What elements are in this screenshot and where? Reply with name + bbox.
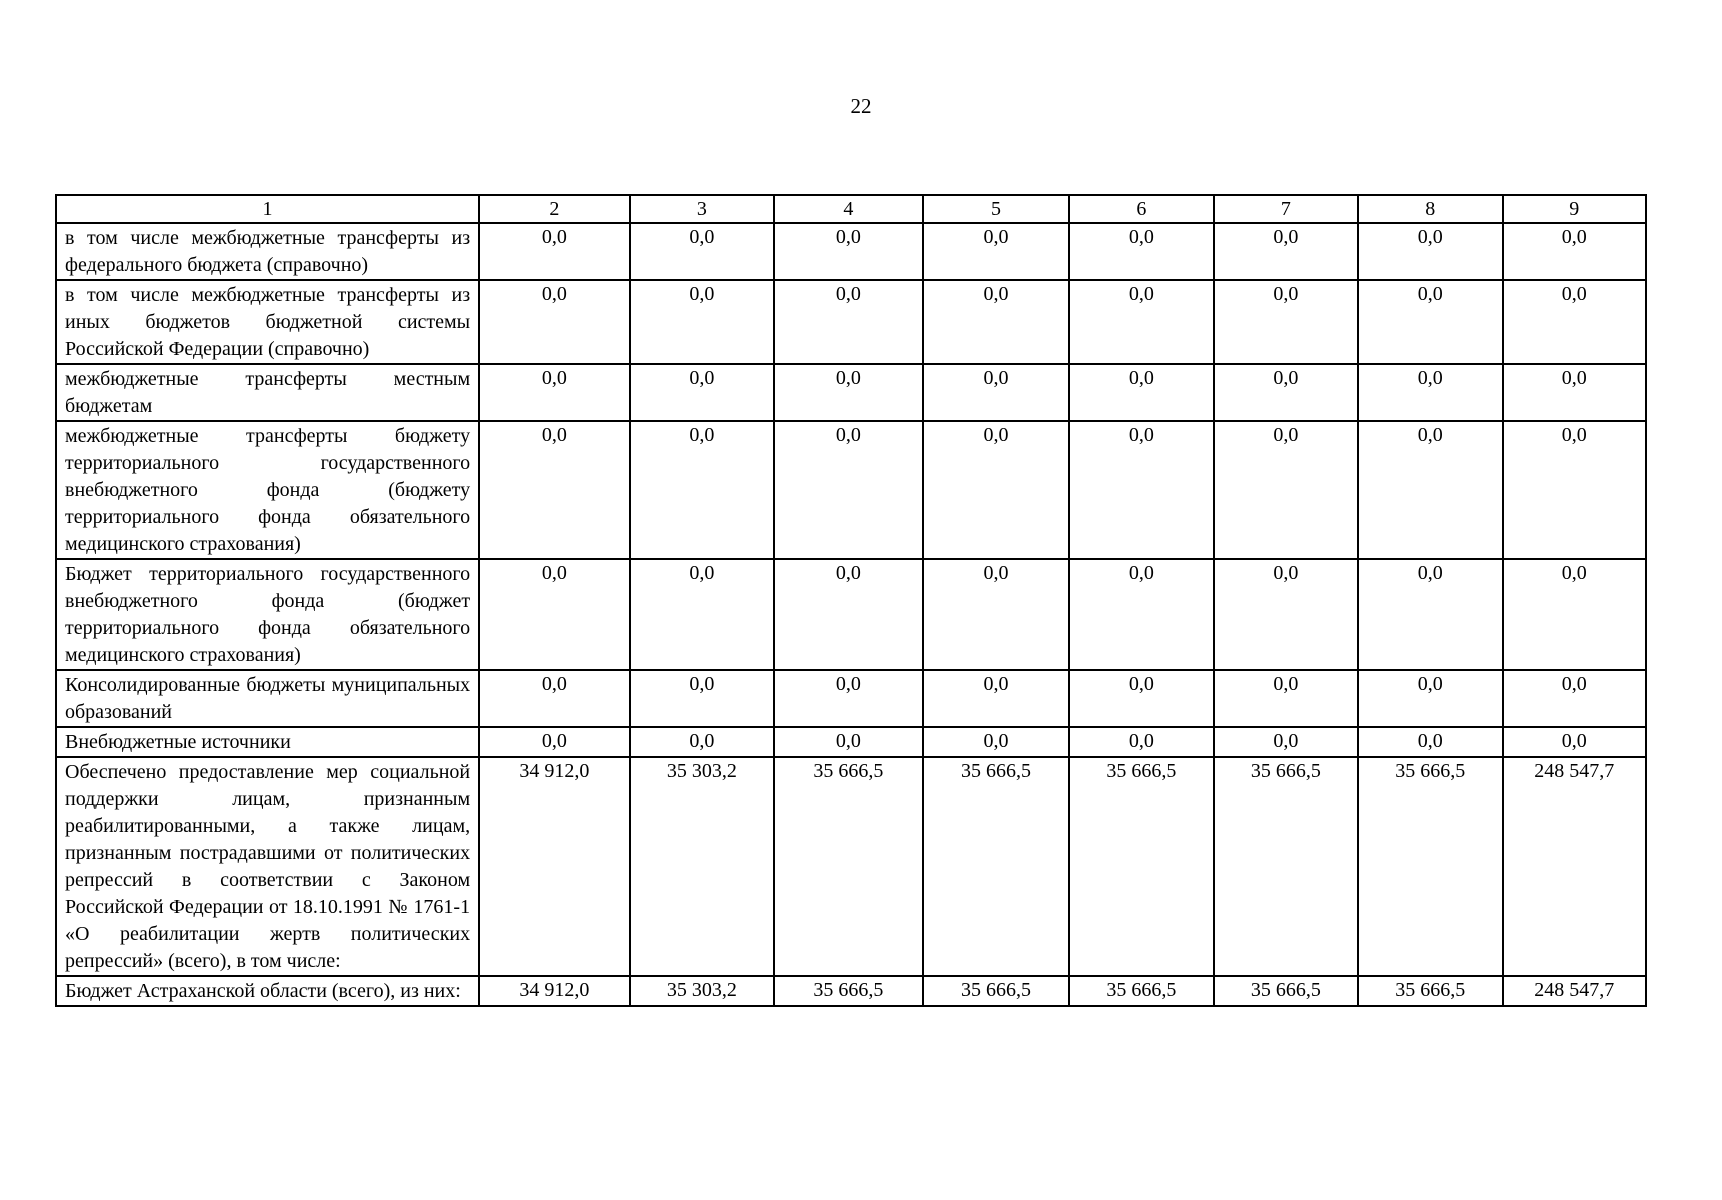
table-cell-value: 0,0 bbox=[630, 421, 774, 559]
row-label: межбюджетные трансферты бюджету территориального государственного внебюджетного фонда (бюджету территориального фонда обязательного медицинского страхования) bbox=[56, 421, 479, 559]
table-header-row bbox=[56, 195, 1646, 223]
table-cell-value: 0,0 bbox=[1503, 421, 1647, 559]
table-cell-value: 35 303,2 bbox=[630, 976, 774, 1006]
table-cell-value: 0,0 bbox=[479, 421, 630, 559]
table-cell-value: 0,0 bbox=[1214, 280, 1358, 364]
table-cell-value: 0,0 bbox=[1069, 280, 1213, 364]
row-label: в том числе межбюджетные трансферты из федерального бюджета (справочно) bbox=[56, 223, 479, 280]
table-cell-value: 35 666,5 bbox=[774, 976, 923, 1006]
budget-table bbox=[55, 194, 1647, 1007]
table-cell-value: 0,0 bbox=[1503, 670, 1647, 727]
table-row bbox=[56, 976, 1646, 1006]
column-header: 4 bbox=[774, 195, 923, 223]
table-cell-value: 0,0 bbox=[923, 670, 1070, 727]
table-cell-value: 35 666,5 bbox=[1069, 976, 1213, 1006]
table-cell-value: 0,0 bbox=[1358, 670, 1502, 727]
column-header: 7 bbox=[1214, 195, 1358, 223]
row-label: в том числе межбюджетные трансферты из иных бюджетов бюджетной системы Российской Федерации (справочно) bbox=[56, 280, 479, 364]
table-cell-value: 35 303,2 bbox=[630, 757, 774, 976]
table-cell-value: 0,0 bbox=[923, 421, 1070, 559]
table-cell-value: 0,0 bbox=[923, 280, 1070, 364]
table-row bbox=[56, 757, 1646, 976]
table-cell-value: 0,0 bbox=[1069, 727, 1213, 757]
table-cell-value: 0,0 bbox=[479, 559, 630, 670]
table-cell-value: 0,0 bbox=[774, 280, 923, 364]
row-label: Обеспечено предоставление мер социальной поддержки лицам, признанным реабилитированными, а также лицам, признанным пострадавшими от политических репрессий в соответствии с Законом Российской Федерации от 18.10.1991 № 1761-1 «О реабилитации жертв политических репрессий» (всего), в том числе: bbox=[56, 757, 479, 976]
table-cell-value: 35 666,5 bbox=[1358, 757, 1502, 976]
table-row bbox=[56, 280, 1646, 364]
table-cell-value: 35 666,5 bbox=[1214, 757, 1358, 976]
table-cell-value: 0,0 bbox=[1214, 727, 1358, 757]
table-cell-value: 0,0 bbox=[774, 670, 923, 727]
table-row bbox=[56, 670, 1646, 727]
row-label: Бюджет Астраханской области (всего), из них: bbox=[56, 976, 479, 1006]
table-cell-value: 0,0 bbox=[1503, 559, 1647, 670]
table-row bbox=[56, 727, 1646, 757]
table-cell-value: 0,0 bbox=[1358, 280, 1502, 364]
table-cell-value: 0,0 bbox=[923, 727, 1070, 757]
table-cell-value: 0,0 bbox=[1069, 364, 1213, 421]
table-cell-value: 0,0 bbox=[1214, 421, 1358, 559]
table-cell-value: 0,0 bbox=[479, 280, 630, 364]
table-cell-value: 0,0 bbox=[630, 223, 774, 280]
table-cell-value: 0,0 bbox=[1069, 559, 1213, 670]
table-cell-value: 35 666,5 bbox=[1214, 976, 1358, 1006]
table-cell-value: 0,0 bbox=[774, 727, 923, 757]
table-cell-value: 0,0 bbox=[1358, 727, 1502, 757]
table-cell-value: 0,0 bbox=[1069, 223, 1213, 280]
table-cell-value: 0,0 bbox=[1503, 727, 1647, 757]
table-cell-value: 34 912,0 bbox=[479, 757, 630, 976]
page-number: 22 bbox=[850, 94, 872, 118]
column-header: 3 bbox=[630, 195, 774, 223]
table-cell-value: 0,0 bbox=[630, 364, 774, 421]
table-cell-value: 0,0 bbox=[1358, 559, 1502, 670]
table-cell-value: 0,0 bbox=[923, 559, 1070, 670]
row-label: Внебюджетные источники bbox=[56, 727, 479, 757]
table-cell-value: 0,0 bbox=[1214, 559, 1358, 670]
table-cell-value: 0,0 bbox=[479, 727, 630, 757]
column-header: 2 bbox=[479, 195, 630, 223]
row-label: Бюджет территориального государственного внебюджетного фонда (бюджет территориального фонда обязательного медицинского страхования) bbox=[56, 559, 479, 670]
table-cell-value: 0,0 bbox=[1503, 280, 1647, 364]
row-label: межбюджетные трансферты местным бюджетам bbox=[56, 364, 479, 421]
table-cell-value: 0,0 bbox=[630, 670, 774, 727]
table-cell-value: 0,0 bbox=[923, 223, 1070, 280]
table-cell-value: 0,0 bbox=[630, 559, 774, 670]
row-label: Консолидированные бюджеты муниципальных образований bbox=[56, 670, 479, 727]
table-row bbox=[56, 559, 1646, 670]
table-cell-value: 0,0 bbox=[1358, 421, 1502, 559]
table-cell-value: 0,0 bbox=[1503, 223, 1647, 280]
table-cell-value: 35 666,5 bbox=[1069, 757, 1213, 976]
column-header: 6 bbox=[1069, 195, 1213, 223]
table-cell-value: 0,0 bbox=[1214, 364, 1358, 421]
table-cell-value: 0,0 bbox=[630, 280, 774, 364]
budget-table-container bbox=[55, 194, 1647, 1007]
column-header: 1 bbox=[56, 195, 479, 223]
table-cell-value: 0,0 bbox=[923, 364, 1070, 421]
table-cell-value: 0,0 bbox=[479, 364, 630, 421]
table-row bbox=[56, 364, 1646, 421]
column-header: 9 bbox=[1503, 195, 1647, 223]
table-cell-value: 35 666,5 bbox=[923, 757, 1070, 976]
table-cell-value: 34 912,0 bbox=[479, 976, 630, 1006]
column-header: 8 bbox=[1358, 195, 1502, 223]
table-cell-value: 0,0 bbox=[479, 670, 630, 727]
table-cell-value: 0,0 bbox=[1214, 223, 1358, 280]
table-cell-value: 0,0 bbox=[1358, 364, 1502, 421]
table-cell-value: 0,0 bbox=[630, 727, 774, 757]
table-cell-value: 35 666,5 bbox=[923, 976, 1070, 1006]
table-row bbox=[56, 223, 1646, 280]
table-cell-value: 0,0 bbox=[774, 559, 923, 670]
table-cell-value: 0,0 bbox=[479, 223, 630, 280]
table-cell-value: 0,0 bbox=[1214, 670, 1358, 727]
column-header: 5 bbox=[923, 195, 1070, 223]
table-cell-value: 0,0 bbox=[774, 364, 923, 421]
table-cell-value: 248 547,7 bbox=[1503, 757, 1647, 976]
table-cell-value: 35 666,5 bbox=[1358, 976, 1502, 1006]
table-cell-value: 0,0 bbox=[774, 223, 923, 280]
table-body bbox=[56, 223, 1646, 1006]
table-cell-value: 248 547,7 bbox=[1503, 976, 1647, 1006]
table-cell-value: 0,0 bbox=[1069, 670, 1213, 727]
table-cell-value: 0,0 bbox=[1069, 421, 1213, 559]
table-cell-value: 0,0 bbox=[1358, 223, 1502, 280]
table-cell-value: 0,0 bbox=[774, 421, 923, 559]
table-cell-value: 0,0 bbox=[1503, 364, 1647, 421]
table-cell-value: 35 666,5 bbox=[774, 757, 923, 976]
table-row bbox=[56, 421, 1646, 559]
